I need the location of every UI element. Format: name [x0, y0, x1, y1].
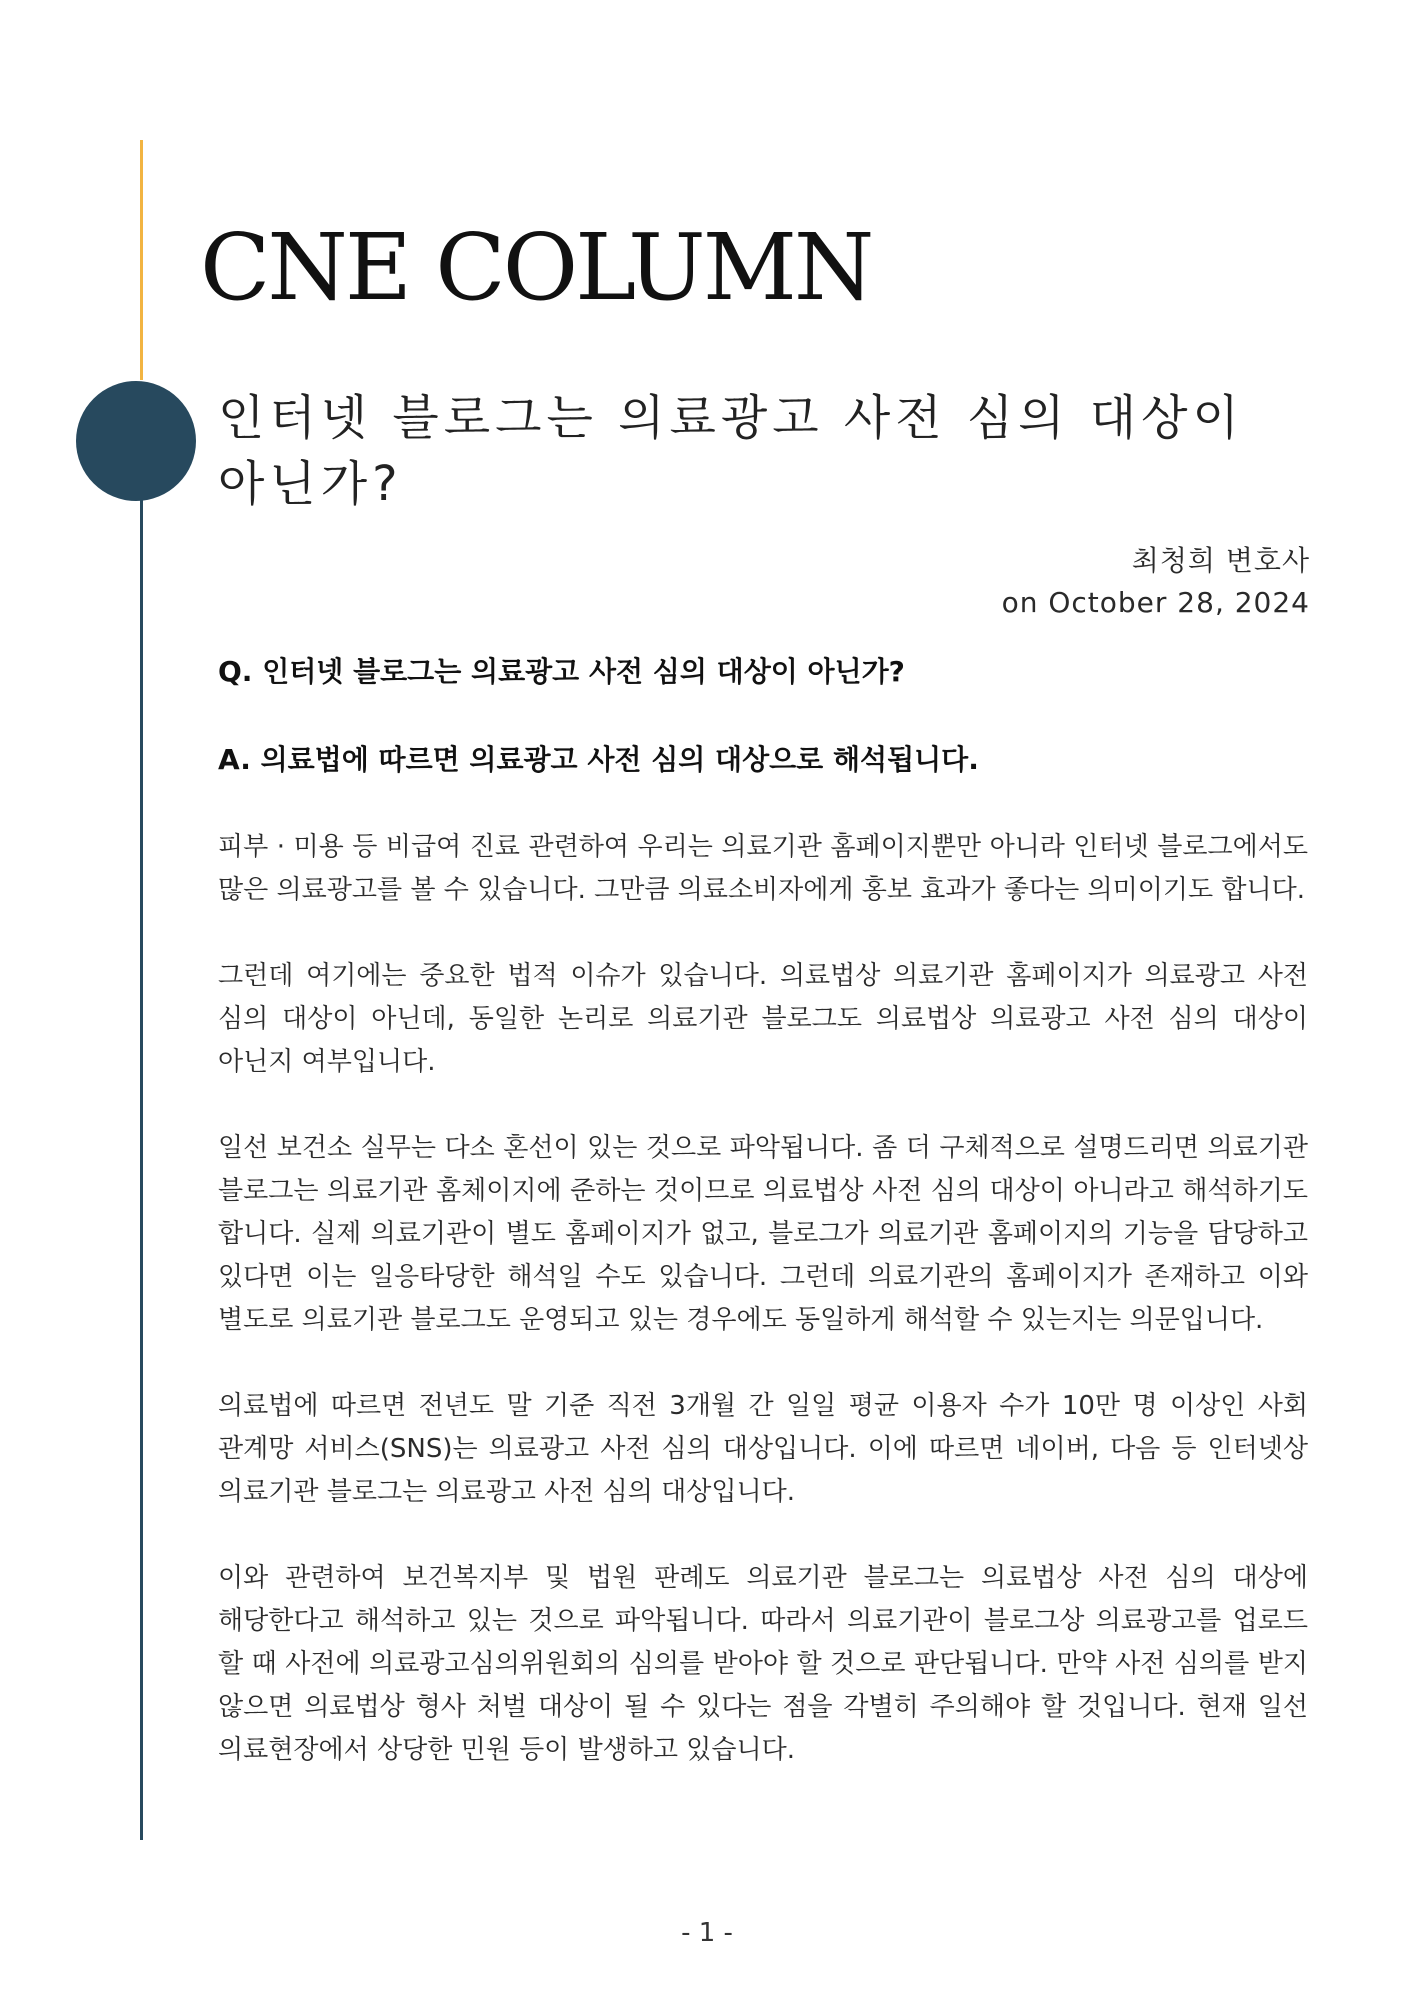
question-heading: Q. 인터넷 블로그는 의료광고 사전 심의 대상이 아닌가? [218, 655, 905, 688]
accent-line-gold [140, 140, 143, 380]
body-paragraph: 의료법에 따르면 전년도 말 기준 직전 3개월 간 일일 평균 이용자 수가 10만 명 이상인 사회 관계망 서비스(SNS)는 의료광고 사전 심의 대상입니다. 이에 따르면 네이버, 다음 등 인터넷상 의료기관 블로그는 의료광고 사전 심의 대상입니다. [218, 1391, 1308, 1507]
author-name: 최청희 변호사 [1131, 544, 1310, 577]
publish-date: on October 28, 2024 [1001, 586, 1310, 619]
body-paragraph: 그런데 여기에는 중요한 법적 이슈가 있습니다. 의료법상 의료기관 홈페이지가 의료광고 사전 심의 대상이 아닌데, 동일한 논리로 의료기관 블로그도 의료법상 의료광고 사전 심의 대상이 아닌지 여부입니다. [218, 961, 1308, 1077]
body-paragraph: 일선 보건소 실무는 다소 혼선이 있는 것으로 파악됩니다. 좀 더 구체적으로 설명드리면 의료기관 블로그는 의료기관 홈체이지에 준하는 것이므로 의료법상 사전 심의 대상이 아니라고 해석하기도 합니다. 실제 의료기관이 별도 홈페이지가 없고, 블로그가 의료기관 홈페이지의 기능을 담당하고 있다면 이는 일응타당한 해석일 수도 있습니다. 그런데 의료기관의 홈페이지가 존재하고 이와 별도로 의료기관 블로그도 운영되고 있는 경우에도 동일하게 해석할 수 있는지는 의문입니다. [218, 1133, 1308, 1335]
accent-line-navy [140, 440, 143, 1840]
body-paragraph: 이와 관련하여 보건복지부 및 법원 판례도 의료기관 블로그는 의료법상 사전 심의 대상에 해당한다고 해석하고 있는 것으로 파악됩니다. 따라서 의료기관이 블로그상 의료광고를 업로드 할 때 사전에 의료광고심의위원회의 심의를 받아야 할 것으로 판단됩니다. 만약 사전 심의를 받지 않으면 의료법상 형사 처벌 대상이 될 수 있다는 점을 각별히 주의해야 할 것입니다. 현재 일선 의료현장에서 상당한 민원 등이 발생하고 있습니다. [218, 1563, 1308, 1765]
column-title: CNE COLUMN [200, 214, 872, 321]
body-paragraph: 피부 · 미용 등 비급여 진료 관련하여 우리는 의료기관 홈페이지뿐만 아니라 인터넷 블로그에서도 많은 의료광고를 볼 수 있습니다. 그만큼 의료소비자에게 홍보 효과가 좋다는 의미이기도 합니다. [218, 832, 1308, 905]
byline [1002, 540, 1310, 624]
answer-heading: A. 의료법에 따르면 의료광고 사전 심의 대상으로 해석됩니다. [218, 743, 979, 776]
accent-circle [76, 381, 196, 501]
article-body [218, 652, 1308, 1772]
article-title: 인터넷 블로그는 의료광고 사전 심의 대상이 아닌가? [218, 390, 1244, 512]
page-number: - 1 - [681, 1918, 733, 1948]
